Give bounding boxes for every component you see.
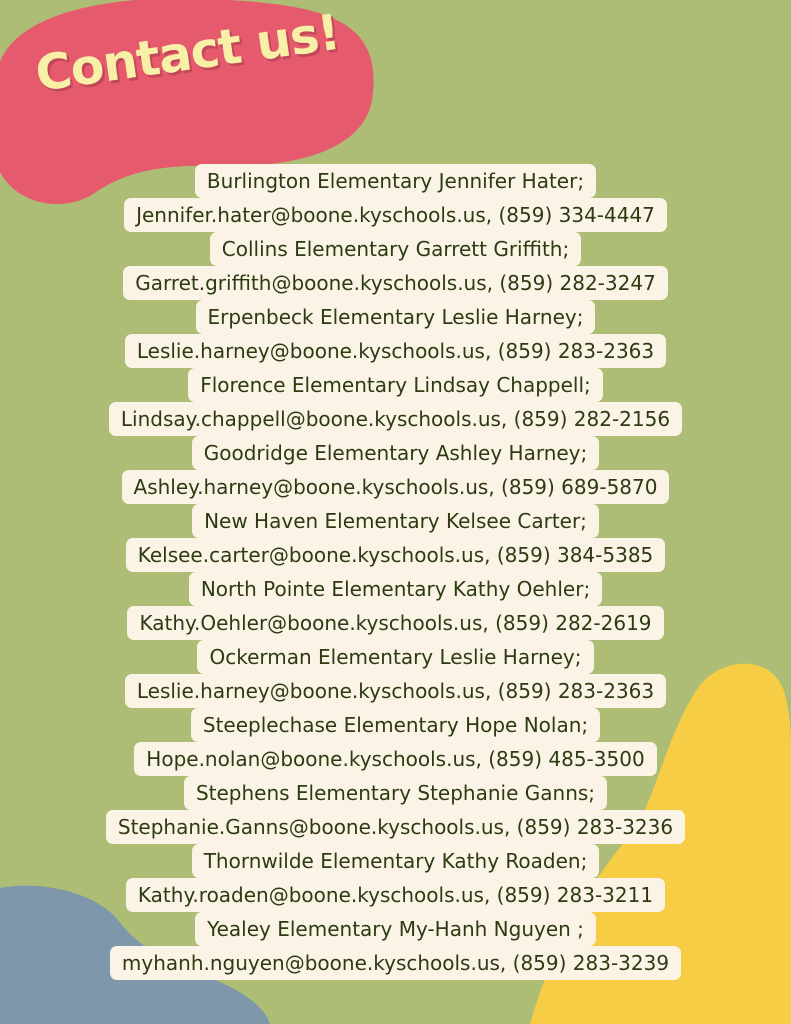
contact-details-line: Leslie.harney@boone.kyschools.us, (859) 283-2363: [125, 674, 666, 708]
contact-details-line: Kathy.Oehler@boone.kyschools.us, (859) 282-2619: [127, 606, 663, 640]
contact-school-line: Collins Elementary Garrett Griffith;: [210, 232, 581, 266]
page-title: Contact us!: [32, 3, 343, 103]
contact-details-line: Jennifer.hater@boone.kyschools.us, (859) 334-4447: [124, 198, 667, 232]
contact-school-line: Steeplechase Elementary Hope Nolan;: [191, 708, 600, 742]
contact-school-line: Stephens Elementary Stephanie Ganns;: [184, 776, 607, 810]
contact-details-line: Leslie.harney@boone.kyschools.us, (859) 283-2363: [125, 334, 666, 368]
contact-school-line: North Pointe Elementary Kathy Oehler;: [189, 572, 602, 606]
contact-details-line: Ashley.harney@boone.kyschools.us, (859) 689-5870: [122, 470, 670, 504]
contact-school-line: Thornwilde Elementary Kathy Roaden;: [192, 844, 600, 878]
contact-school-line: New Haven Elementary Kelsee Carter;: [192, 504, 599, 538]
contact-details-line: Garret.griffith@boone.kyschools.us, (859) 282-3247: [123, 266, 668, 300]
contact-details-line: Kelsee.carter@boone.kyschools.us, (859) 384-5385: [126, 538, 666, 572]
contact-details-line: Kathy.roaden@boone.kyschools.us, (859) 283-3211: [126, 878, 665, 912]
contact-list: [0, 164, 791, 980]
contact-details-line: myhanh.nguyen@boone.kyschools.us, (859) 283-3239: [110, 946, 681, 980]
contact-details-line: Stephanie.Ganns@boone.kyschools.us, (859) 283-3236: [106, 810, 685, 844]
contact-details-line: Hope.nolan@boone.kyschools.us, (859) 485-3500: [134, 742, 656, 776]
contact-details-line: Lindsay.chappell@boone.kyschools.us, (859) 282-2156: [109, 402, 682, 436]
contact-school-line: Florence Elementary Lindsay Chappell;: [188, 368, 603, 402]
contact-school-line: Burlington Elementary Jennifer Hater;: [195, 164, 596, 198]
contact-school-line: Yealey Elementary My-Hanh Nguyen ;: [195, 912, 596, 946]
contact-school-line: Erpenbeck Elementary Leslie Harney;: [196, 300, 596, 334]
contact-school-line: Goodridge Elementary Ashley Harney;: [192, 436, 600, 470]
contact-school-line: Ockerman Elementary Leslie Harney;: [197, 640, 593, 674]
